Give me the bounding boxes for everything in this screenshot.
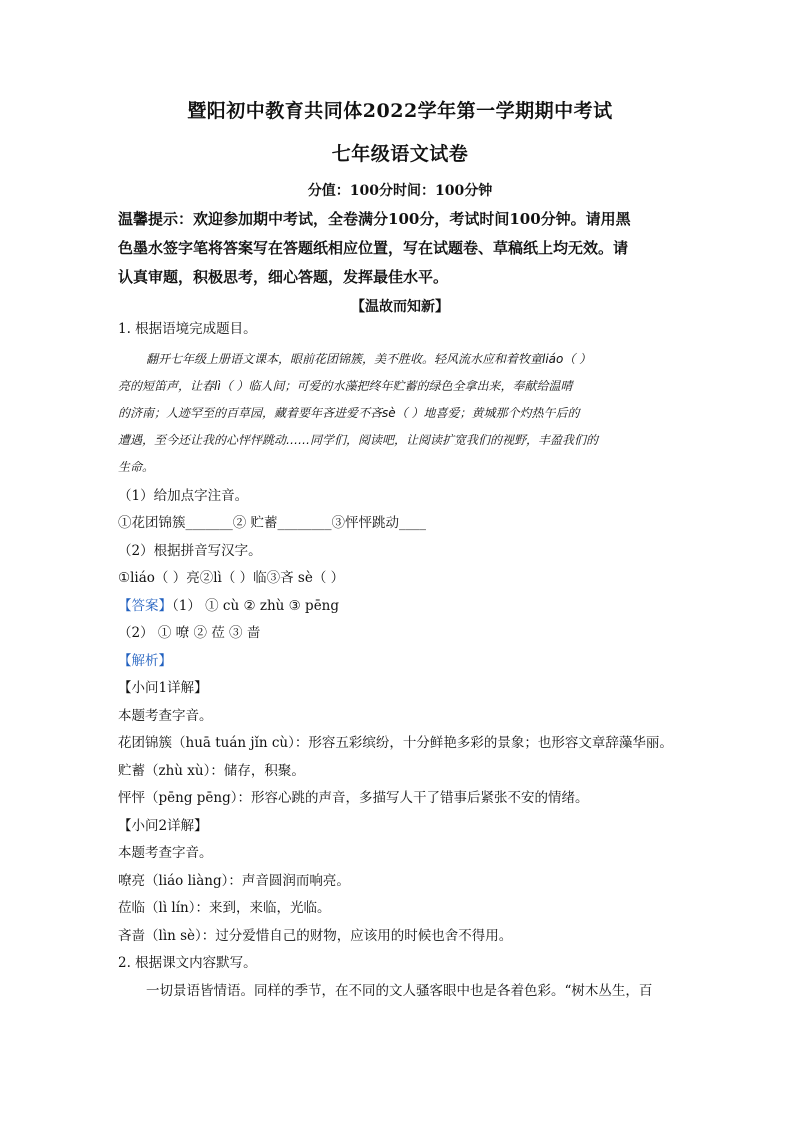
part-1-line: 贮蓄（zhù xù）：储存，积聚。 (118, 762, 305, 779)
analysis-label: 【解析】 (118, 652, 172, 669)
passage-line: 翻开七年级上册语文课本，眼前花团锦簇，美不胜收。轻风流水应和着牧童liáo（ ） (146, 351, 592, 366)
part-1-line: 本题考查字音。 (118, 707, 213, 724)
exam-title: 暨阳初中教育共同体2022学年第一学期期中考试 (187, 100, 613, 122)
question-1-passage (118, 346, 682, 481)
score-time-line: 分值：100分时间：100分钟 (307, 183, 493, 199)
passage-line: 的济南；人迹罕至的百草园，藏着要年吝进爱不吝sè（ ）地喜爱；黄城那个灼热午后的 (118, 405, 580, 420)
part-1-label: 【小问1详解】 (118, 680, 208, 696)
answer-line-2: （2） ① 嘹 ② 莅 ③ 啬 (118, 625, 261, 641)
part-1-line: 花团锦簇（huā tuán jǐn cù）：形容五彩缤纷，十分鲜艳多彩的景象；也形容文章辞藻华丽。 (118, 735, 673, 751)
question-2-stem: 2. 根据课文内容默写。 (118, 955, 257, 971)
passage-line: 亮的短笛声，让春lì（ ）临人间；可爱的水藻把终年贮蓄的绿色全拿出来，奉献给温晴 (118, 378, 573, 393)
passage-line: 遭遇，至今还让我的心怦怦跳动……同学们，阅读吧，让阅读扩宽我们的视野，丰盈我们的 (118, 432, 599, 447)
section-title: 【温故而知新】 (351, 299, 449, 315)
answer-1: （1） ① cù ② zhù ③ pēng (172, 597, 340, 614)
sub-question-1: （1）给加点字注音。 (118, 487, 249, 504)
question-1-stem: 1. 根据语境完成题目。 (118, 321, 257, 337)
exam-tips (118, 205, 682, 292)
part-2-label: 【小问2详解】 (118, 817, 208, 834)
question-2-text: 一切景语皆情语。同样的季节，在不同的文人骚客眼中也是各着色彩。“树木丛生，百 (146, 982, 653, 999)
part-1-line: 怦怦（pēng pēng）：形容心跳的声音，多描写人干了错事后紧张不安的情绪。 (118, 790, 589, 806)
tip-line: 色墨水签字笔将答案写在答题纸相应位置，写在试题卷、草稿纸上均无效。请 (118, 239, 629, 257)
passage-line: 生命。 (118, 459, 155, 474)
part-2-line: 吝啬（lìn sè）：过分爱惜自己的财物，应该用的时候也舍不得用。 (118, 927, 513, 944)
sub-question-2-items: ①liáo（ ）亮②lì（ ）临③吝 sè（ ） (118, 570, 345, 586)
part-2-line: 嘹亮（liáo liàng）：声音圆润而响亮。 (118, 872, 350, 889)
tip-line: 认真审题，积极思考，细心答题，发挥最佳水平。 (118, 268, 449, 286)
sub-question-2: （2）根据拼音写汉字。 (118, 542, 262, 559)
tip-line: 温馨提示：欢迎参加期中考试，全卷满分100分，考试时间100分钟。请用黑 (118, 210, 631, 228)
answer-line-1 (118, 593, 682, 621)
part-2-line: 莅临（lì lín）：来到，来临，光临。 (118, 900, 331, 916)
exam-subtitle: 七年级语文试卷 (331, 143, 469, 165)
answer-label: 【答案】 (118, 597, 172, 614)
part-2-line: 本题考查字音。 (118, 845, 213, 861)
sub-question-1-items: ①花团锦簇_______② 贮蓄________③怦怦跳动____ (118, 515, 427, 531)
